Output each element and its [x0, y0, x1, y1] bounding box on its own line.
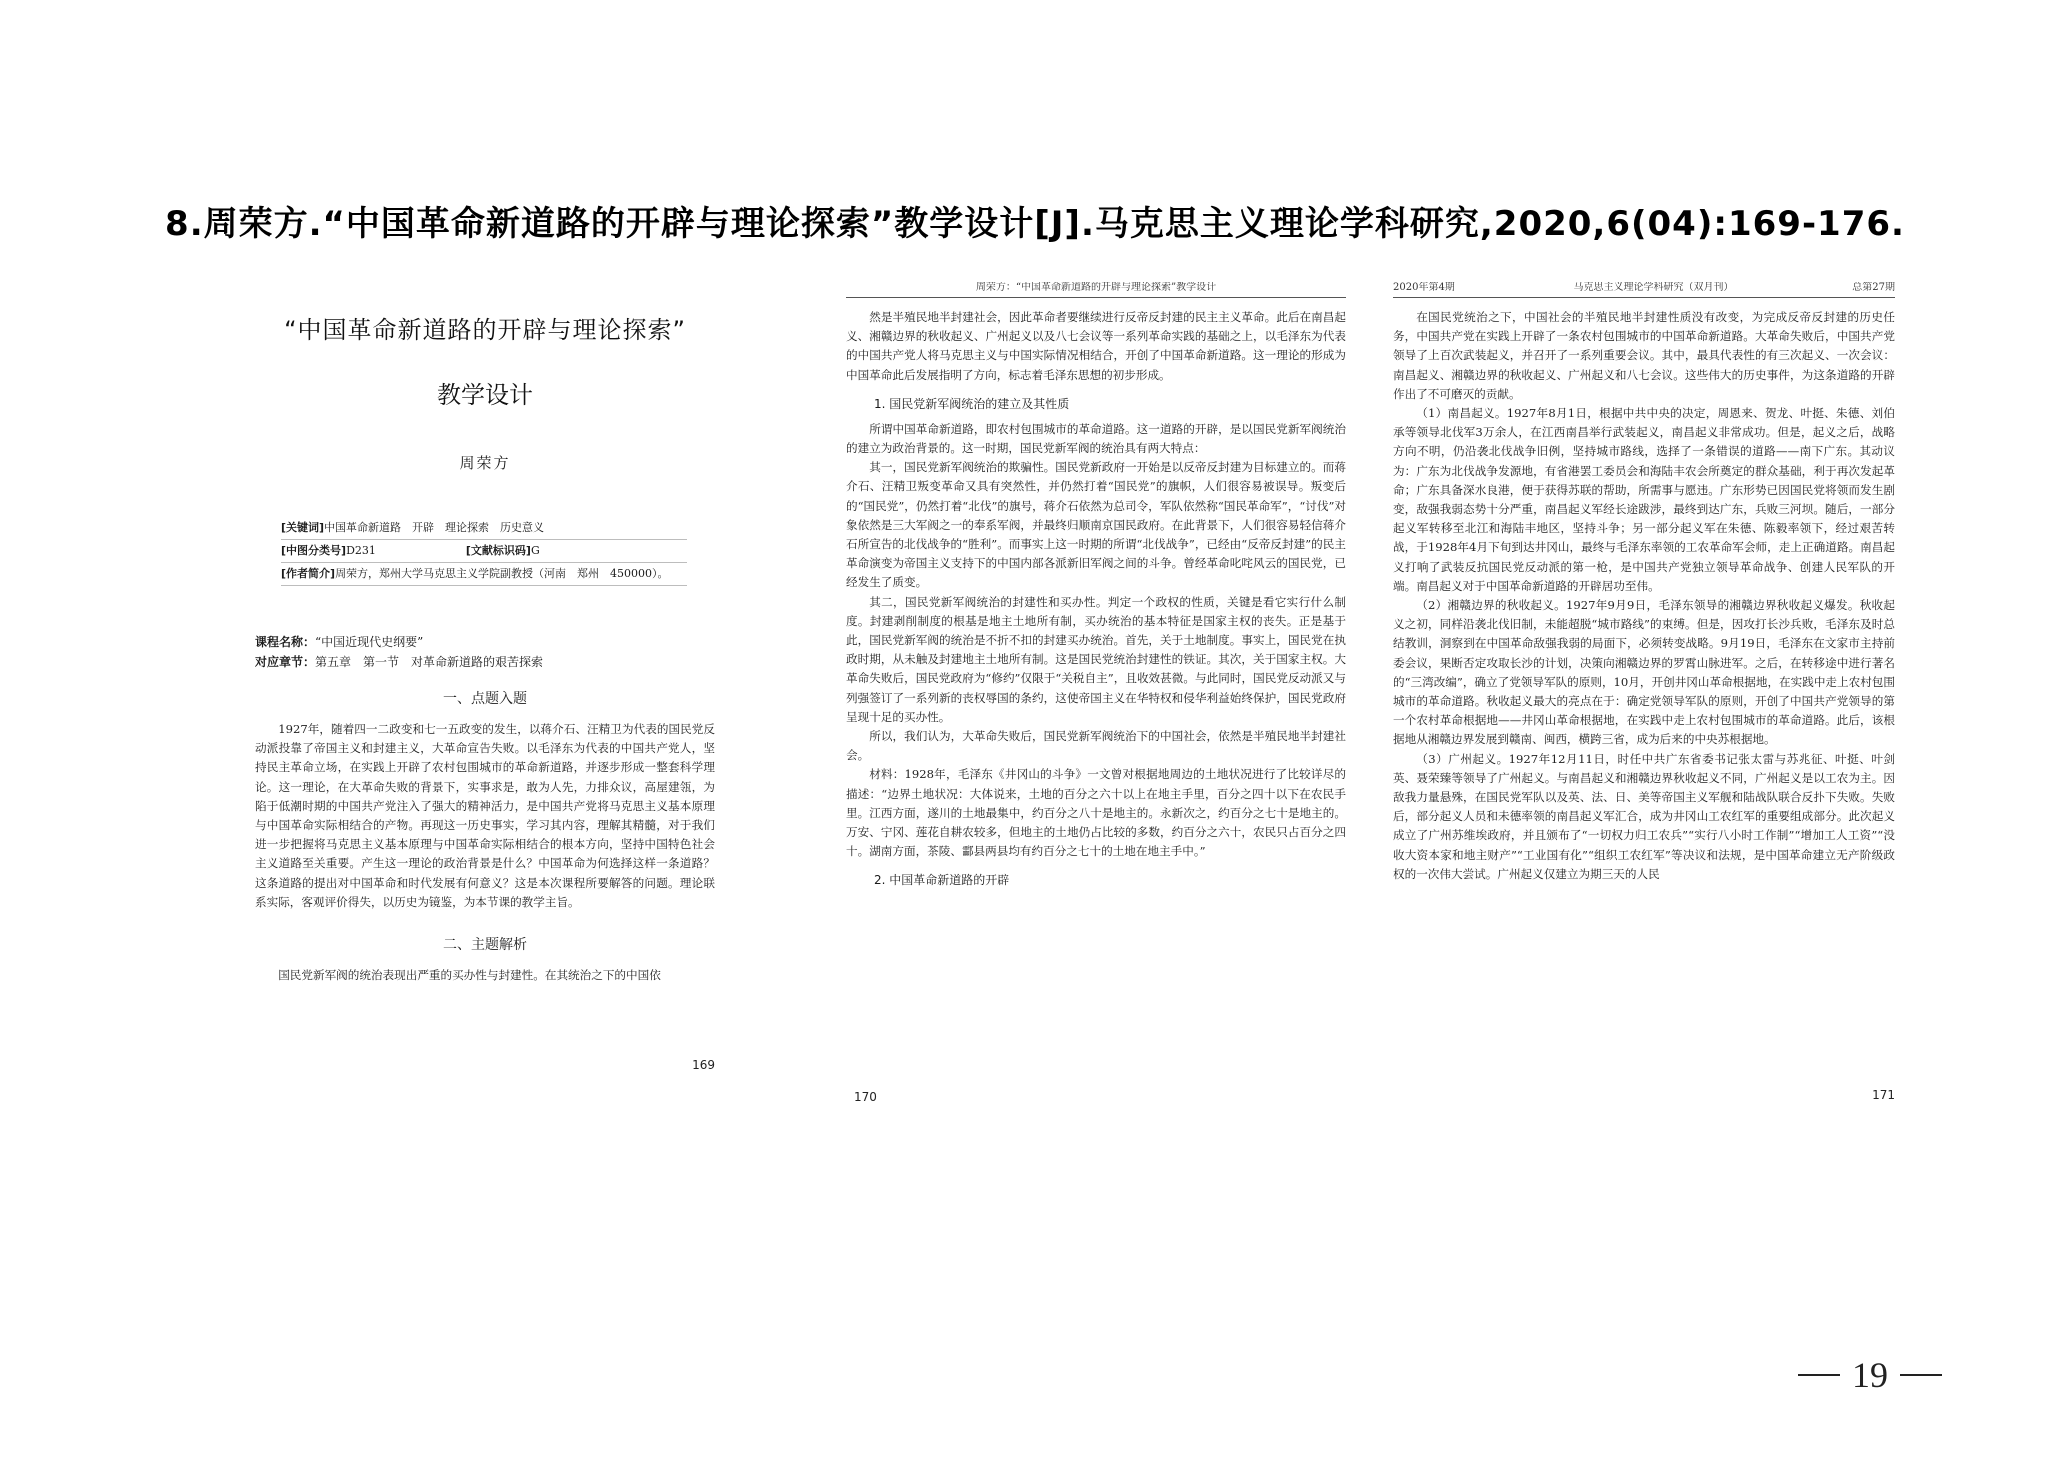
article-page-171 — [1393, 282, 1895, 1122]
issue-label: 2020年第4期 — [1393, 282, 1455, 293]
keywords-row — [281, 517, 687, 540]
body-paragraph: 其二，国民党新军阀统治的封建性和买办性。判定一个政权的性质，关键是看它实行什么制度。封建剥削制度的根基是地主土地所有制，买办统治的基本特征是国家主权的丧失。正是基于此，国民党新军阀的统治是不折不扣的封建买办统治。首先，关于土地制度。事实上，国民党在执政时期，从未触及封建地主土地所有制。这是国民党统治封建性的铁证。其次，关于国家主权。大革命失败后，国民党政府为“修约”仅限于“关税自主”，且收效甚微。与此同时，国民党反动派又与列强签订了一系列新的丧权辱国的条约，这使帝国主义在华特权和侵华利益始终保护，国民党政府呈现十足的买办性。 — [846, 594, 1346, 724]
classification-row — [281, 540, 687, 563]
body-paragraph: 1927年，随着四一二政变和七一五政变的发生，以蒋介石、汪精卫为代表的国民党反动派投靠了帝国主义和封建主义，大革命宣告失败。以毛泽东为代表的中国共产党人，坚持民主革命立场，在实践上开辟了农村包围城市的革命新道路，并逐步形成一整套科学理论。这一理论，在大革命失败的背景下，实事求是，敢为人先，力排众议，高屋建瓴，为陷于低潮时期的中国共产党注入了强大的精神活力，是中国共产党将马克思主义基本原理与中国革命实际相结合的产物。再现这一历史事实，学习其内容，理解其精髓，对于我们进一步把握将马克思主义基本原理与中国革命实际相结合的根本方向，坚持中国特色社会主义道路至关重要。产生这一理论的政治背景是什么？中国革命为何选择这样一条道路？这条道路的提出对中国革命和时代发展有何意义？这是本次课程所要解答的问题。理论联系实际，客观评价得失，以历史为镜鉴，为本节课的教学主旨。 — [255, 722, 715, 909]
article-page-170 — [846, 282, 1346, 1122]
chapter-row — [255, 652, 715, 672]
clc-label: [中图分类号] — [281, 544, 347, 557]
section-heading-2: 二、主题解析 — [443, 937, 527, 954]
article-metadata — [281, 517, 687, 586]
clc-value: D231 — [346, 544, 376, 557]
author-bio-row — [281, 563, 687, 586]
document-page-number — [1798, 1354, 1942, 1396]
page-folio: 169 — [692, 1058, 715, 1072]
article-page-169 — [255, 282, 715, 1122]
journal-name: 马克思主义理论学科研究（双月刊） — [1573, 282, 1734, 293]
dash-left — [1798, 1374, 1840, 1376]
bio-label: [作者简介] — [281, 567, 336, 580]
body-paragraph: 其一，国民党新军阀统治的欺骗性。国民党新政府一开始是以反帝反封建为目标建立的。而蒋介石、汪精卫叛变革命又具有突然性，并仍然打着“国民党”的旗帜，人们很容易被误导。叛变后的“国民党”，仍然打着“北伐”的旗号，蒋介石依然为总司令，军队依然称“国民革命军”，“讨伐”对象依然是三大军阀之一的奉系军阀，并最终归顺南京国民政府。在此背景下，人们很容易轻信蒋介石所宣告的北伐战争的“胜利”。而事实上这一时期的所谓“北伐战争”，已经由“反帝反封建”的民主革命演变为帝国主义支持下的中国内部各派新旧军阀之间的斗争。曾经革命叱咤风云的国民党，已经发生了质变。 — [846, 460, 1346, 590]
dash-right — [1900, 1374, 1942, 1376]
body-paragraph: 在国民党统治之下，中国社会的半殖民地半封建性质没有改变，为完成反帝反封建的历史任务，中国共产党在实践上开辟了一条农村包围城市的中国革命新道路。大革命失败后，中国共产党领导了上百次武装起义，并召开了一系列重要会议。其中，最具代表性的有三次起义、一次会议：南昌起义、湘赣边界的秋收起义、广州起义和八七会议。这些伟大的历史事件，为这条道路的开辟作出了不可磨灭的贡献。 — [1393, 310, 1895, 401]
subsection-heading-1: 1. 国民党新军阀统治的建立及其性质 — [874, 396, 1070, 411]
keywords-value: 中国革命新道路 开辟 理论探索 历史意义 — [324, 521, 545, 534]
article-title-line2: 教学设计 — [437, 381, 533, 409]
keywords-label: [关键词] — [281, 521, 325, 534]
body-paragraph: （1）南昌起义。1927年8月1日，根据中共中央的决定，周恩来、贺龙、叶挺、朱德、刘伯承等领导北伐军3万余人，在江西南昌举行武装起义，南昌起义非常成功。但是，起义之后，战略方向不明，仍沿袭北伐战争旧例，坚持城市路线，选择了一条错误的道路——南下广东。其动议为：广东为北伐战争发源地，有省港罢工委员会和海陆丰农会所奠定的群众基础，利于再次发起革命；广东具备深水良港，便于获得苏联的帮助，所需事与愿违。广东形势已因国民党将领而发生剧变，敌强我弱态势十分严重，南昌起义军经长途跋涉，最终到达广东，兵败三河坝。随后，一部分起义军转移至北江和海陆丰地区，坚持斗争；另一部分起义军在朱德、陈毅率领下，经过艰苦转战，于1928年4月下旬到达井冈山，最终与毛泽东率领的工农革命军会师，走上正确道路。南昌起义打响了武装反抗国民党反动派的第一枪，是中国共产党独立领导革命战争、创建人民军队的开端。南昌起义对于中国革命新道路的开辟居功至伟。 — [1393, 406, 1895, 593]
body-paragraph: 国民党新军阀的统治表现出严重的买办性与封建性。在其统治之下的中国依 — [278, 968, 661, 983]
body-paragraph: （3）广州起义。1927年12月11日，时任中共广东省委书记张太雷与苏兆征、叶挺、叶剑英、聂荣臻等领导了广州起义。与南昌起义和湘赣边界秋收起义不同，广州起义是以工农为主。因敌我力量悬殊，在国民党军队以及英、法、日、美等帝国主义军舰和陆战队联合反扑下失败。失败后，部分起义人员和未德率领的南昌起义军汇合，成为井冈山工农红军的重要组成部分。此次起义成立了广州苏维埃政府，并且颁布了“一切权力归工农兵”“实行八小时工作制”“增加工人工资”“没收大资本家和地主财产”“工业国有化”“组织工农红军”等决议和法规，是中国革命建立无产阶级政权的一次伟大尝试。广州起义仅建立为期三天的人民 — [1393, 751, 1895, 881]
running-head — [1393, 282, 1895, 298]
doc-code-value: G — [530, 544, 540, 557]
section-heading-1: 一、点题入题 — [443, 691, 527, 707]
page-folio: 170 — [854, 1090, 877, 1104]
citation-heading: 8.周荣方.“中国革命新道路的开辟与理论探索”教学设计[J].马克思主义理论学科研究,2020,6(04):169-176. — [165, 204, 1905, 244]
page-number-value: 19 — [1852, 1355, 1888, 1395]
course-info — [255, 632, 715, 672]
volume-total: 总第27期 — [1852, 282, 1895, 293]
article-author: 周荣方 — [459, 454, 511, 472]
chapter-label: 对应章节： — [255, 655, 316, 669]
course-name-row — [255, 632, 715, 652]
chapter-value: 第五章 第一节 对革命新道路的艰苦探索 — [315, 655, 544, 669]
article-title-line1: “中国革命新道路的开辟与理论探索” — [284, 316, 686, 344]
page-folio: 171 — [1872, 1088, 1895, 1102]
body-paragraph: 所谓中国革命新道路，即农村包围城市的革命道路。这一道路的开辟，是以国民党新军阀统治的建立为政治背景的。这一时期，国民党新军阀的统治具有两大特点： — [846, 421, 1346, 456]
body-paragraph: 所以，我们认为，大革命失败后，国民党新军阀统治下的中国社会，依然是半殖民地半封建社会。 — [846, 729, 1346, 763]
body-paragraph: （2）湘赣边界的秋收起义。1927年9月9日，毛泽东领导的湘赣边界秋收起义爆发。秋收起义之初，同样沿袭北伐旧制，未能超脱“城市路线”的束缚。但是，因攻打长沙兵败，毛泽东及时总结教训，洞察到在中国革命敌强我弱的局面下，必须转变战略。9月19日，毛泽东在文家市主持前委会议，果断否定攻取长沙的计划，决策向湘赣边界的罗霄山脉进军。之后，在转移途中进行著名的“三湾改编”，确立了党领导军队的原则，10月，开创井冈山革命根据地，在实践中走上农村包围城市的革命道路。秋收起义最大的亮点在于：确定党领导军队的原则，开创了中国共产党领导的第一个农村革命根据地——井冈山革命根据地，在实践中走上农村包围城市的革命道路。此后，该根据地从湘赣边界发展到赣南、闽西，横跨三省，成为后来的中央苏根据地。 — [1393, 598, 1895, 747]
running-head: 周荣方：“中国革命新道路的开辟与理论探索”教学设计 — [846, 282, 1346, 298]
bio-value: 周荣方，郑州大学马克思主义学院副教授（河南 郑州 450000）。 — [335, 567, 669, 580]
body-paragraph: 然是半殖民地半封建社会，因此革命者要继续进行反帝反封建的民主主义革命。此后在南昌起义、湘赣边界的秋收起义、广州起义以及八七会议等一系列革命实践的基础之上，以毛泽东为代表的中国共产党人将马克思主义与中国实际情况相结合，开创了中国革命新道路。这一理论的形成为中国革命此后发展指明了方向，标志着毛泽东思想的初步形成。 — [846, 310, 1346, 382]
subsection-heading-2: 2. 中国革命新道路的开辟 — [874, 873, 1010, 888]
course-label: 课程名称： — [255, 635, 316, 649]
course-value: “中国近现代史纲要” — [315, 635, 424, 649]
doc-code-label: [文献标识码] — [465, 544, 531, 557]
material-quote: 材料：1928年，毛泽东《井冈山的斗争》一文曾对根据地周边的土地状况进行了比较详尽的描述：“边界土地状况：大体说来，土地的百分之六十以上在地主手里，百分之四十以下在农民手里。江西方面，遂川的土地最集中，约百分之八十是地主的。永新次之，约百分之七十是地主的。万安、宁冈、莲花自耕农较多，但地主的土地仍占比较的多数，约百分之六十，农民只占百分之四十。湖南方面，茶陵、酃县两县均有约百分之七十的土地在地主手中。” — [846, 767, 1346, 859]
